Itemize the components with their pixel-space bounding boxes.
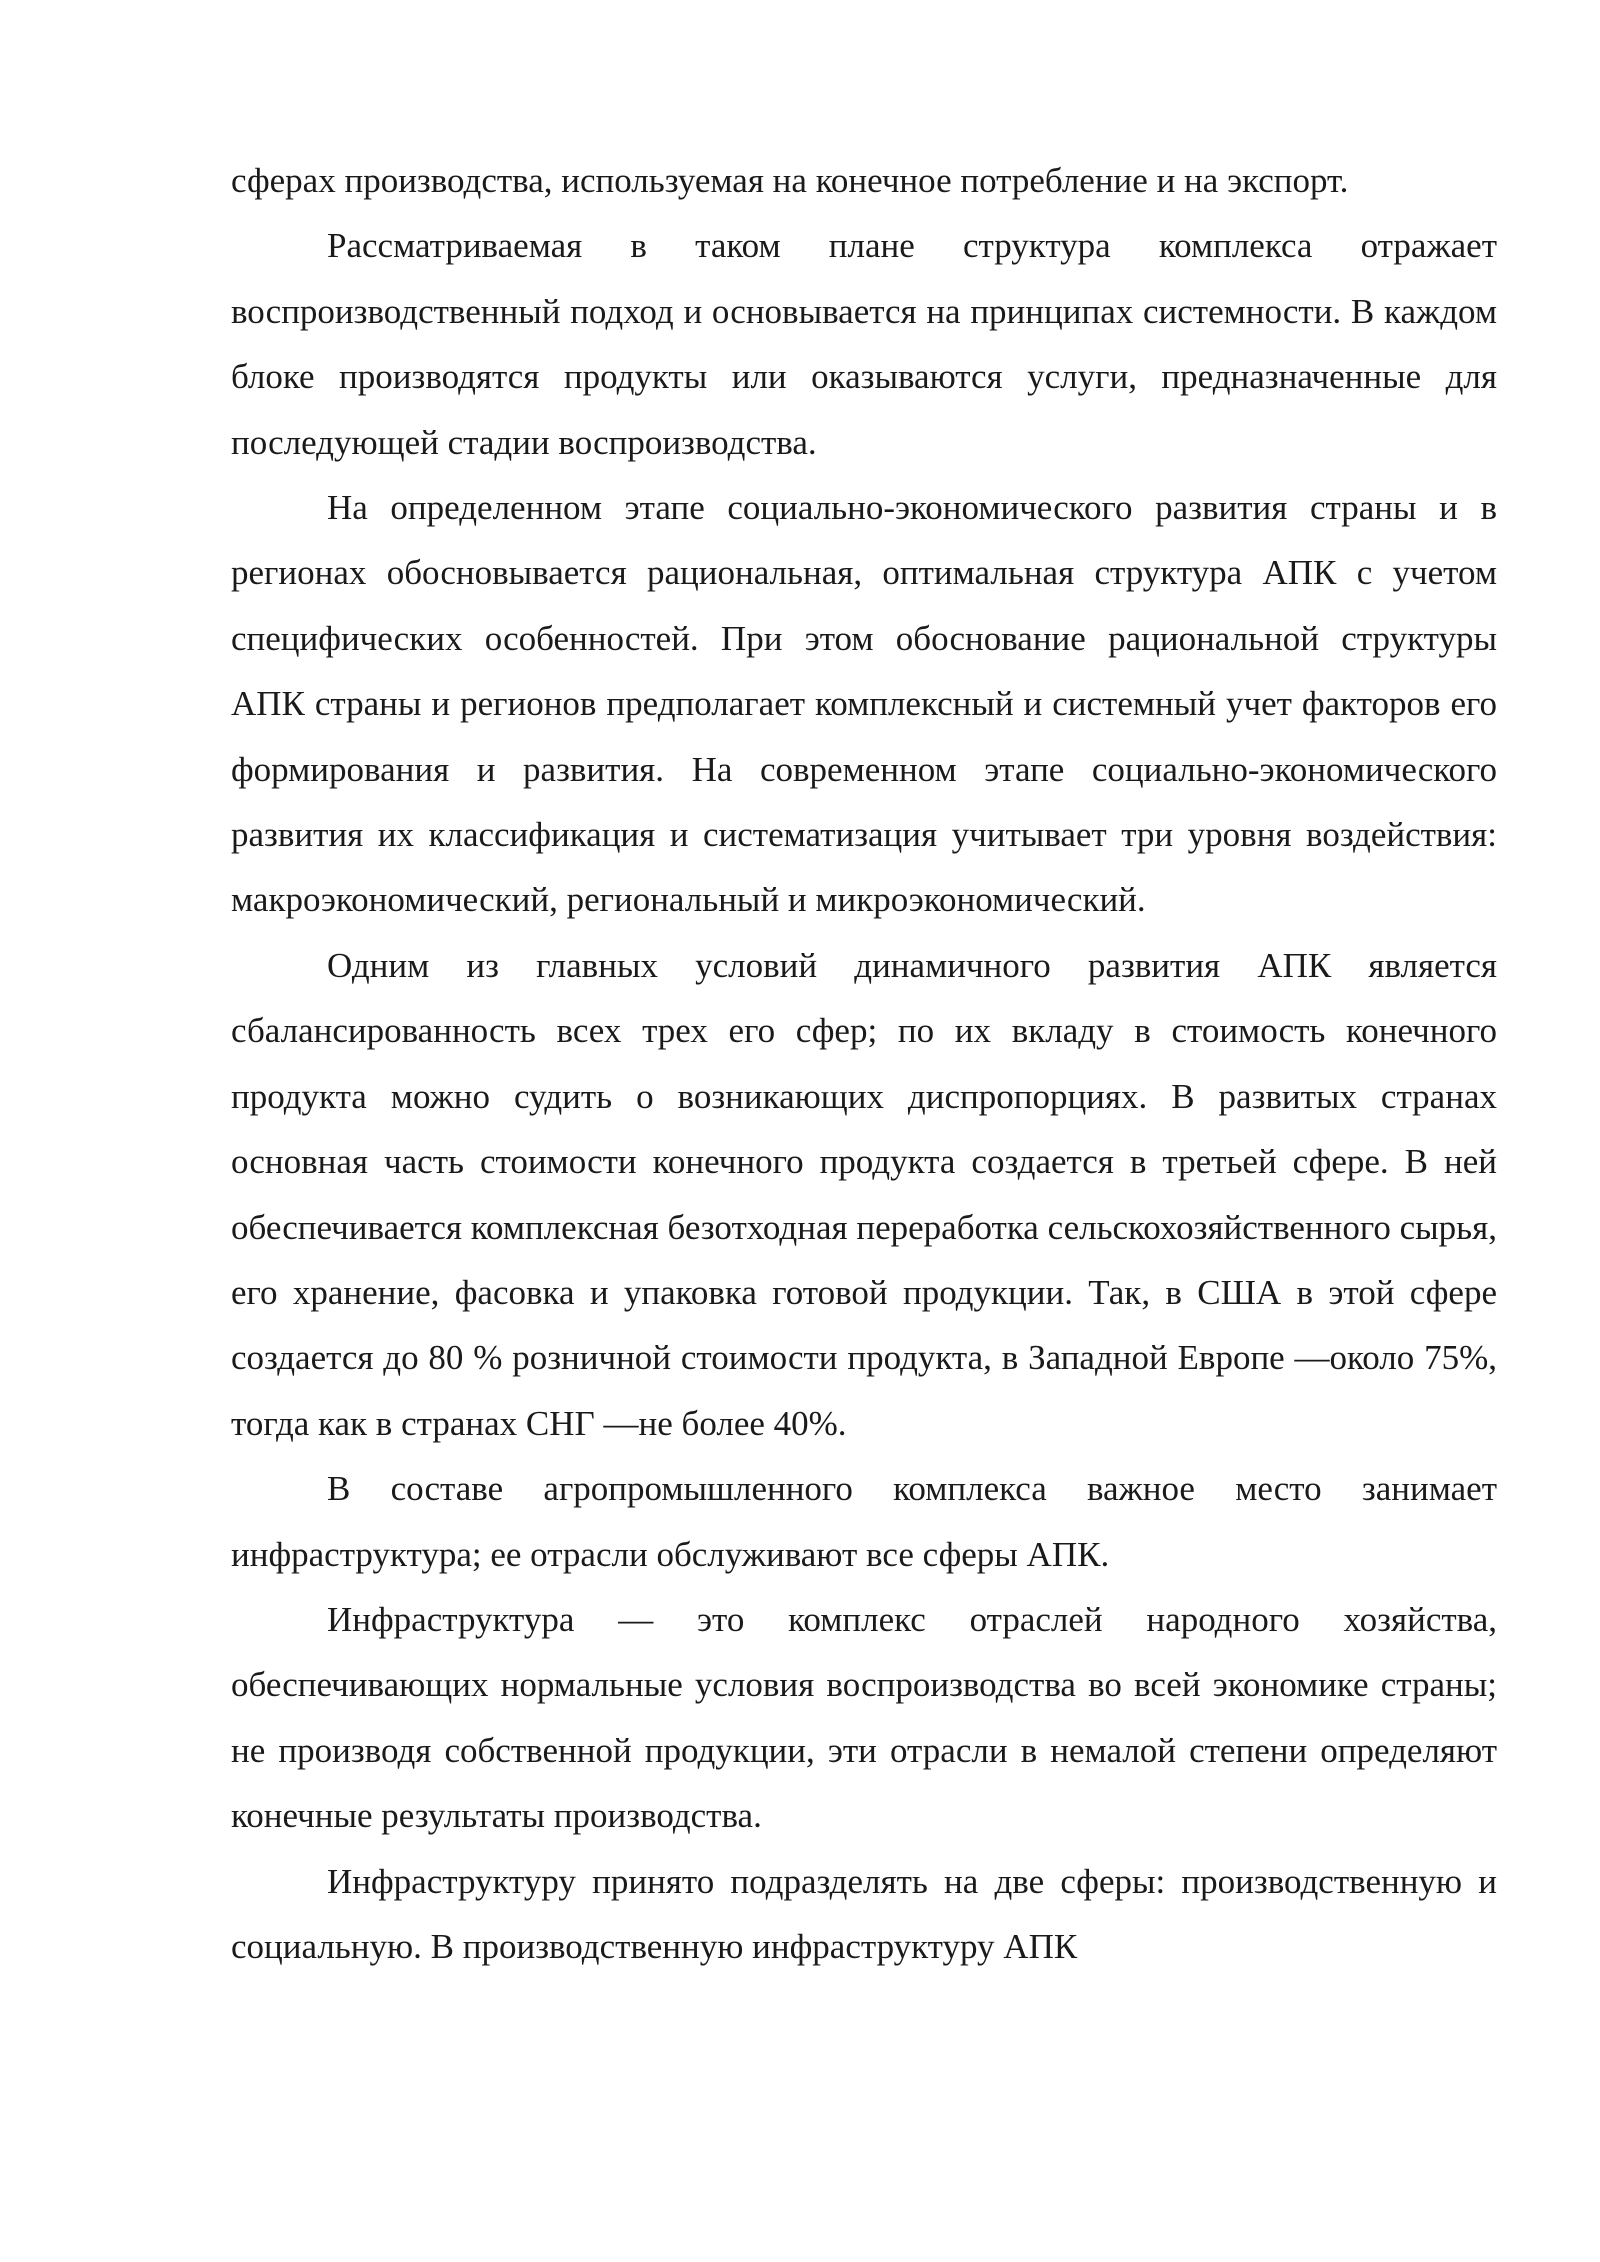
paragraph-rational-structure: На определенном этапе социально-экономического развития страны и в регионах обосновывается рациональная, оптимальная структура АПК с учетом специфических особенностей. При этом обоснование рациональной структуры АПК страны и регионов предполагает комплексный и системный учет факторов его формирования и развития. На современном этапе социально-экономического развития их классификация и систематизация учитывает три уровня воздействия: макроэкономический, региональный и микроэкономический. xyxy=(231,488,1497,920)
paragraph-structure-complex: Рассматриваемая в таком плане структура комплекса отражает воспроизводственный подход и основывается на принципах системности. В каждом блоке производятся продукты или оказываются услуги, предназначенные для последующей стадии воспроизводства. xyxy=(231,226,1497,462)
paragraph-continuation: сферах производства, используемая на конечное потребление и на экспорт. xyxy=(231,161,1349,200)
paragraph-infrastructure-types: Инфраструктуру принято подразделять на две сферы: производственную и социальную. В производственную инфраструктуру АПК xyxy=(231,1861,1497,1966)
paragraph-infrastructure-definition: Инфраструктура — это комплекс отраслей народного хозяйства, обеспечивающих нормальные условия воспроизводства во всей экономике страны; не производя собственной продукции, эти отрасли в немалой степени определяют конечные результаты производства. xyxy=(231,1599,1497,1836)
document-body xyxy=(231,148,1497,1979)
paragraph-infrastructure-role: В составе агропромышленного комплекса важное место занимает инфраструктура; ее отрасли обслуживают все сферы АПК. xyxy=(231,1469,1497,1574)
paragraph-balance-spheres: Одним из главных условий динамичного развития АПК является сбалансированность всех трех его сфер; по их вкладу в стоимость конечного продукта можно судить о возникающих диспропорциях. В развитых странах основная часть стоимости конечного продукта создается в третьей сфере. В ней обеспечивается комплексная безотходная переработка сельскохозяйственного сырья, его хранение, фасовка и упаковка готовой продукции. Так, в США в этой сфере создается до 80 % розничной стоимости продукта, в Западной Европе —около 75%, тогда как в странах СНГ —не более 40%. xyxy=(231,945,1497,1443)
